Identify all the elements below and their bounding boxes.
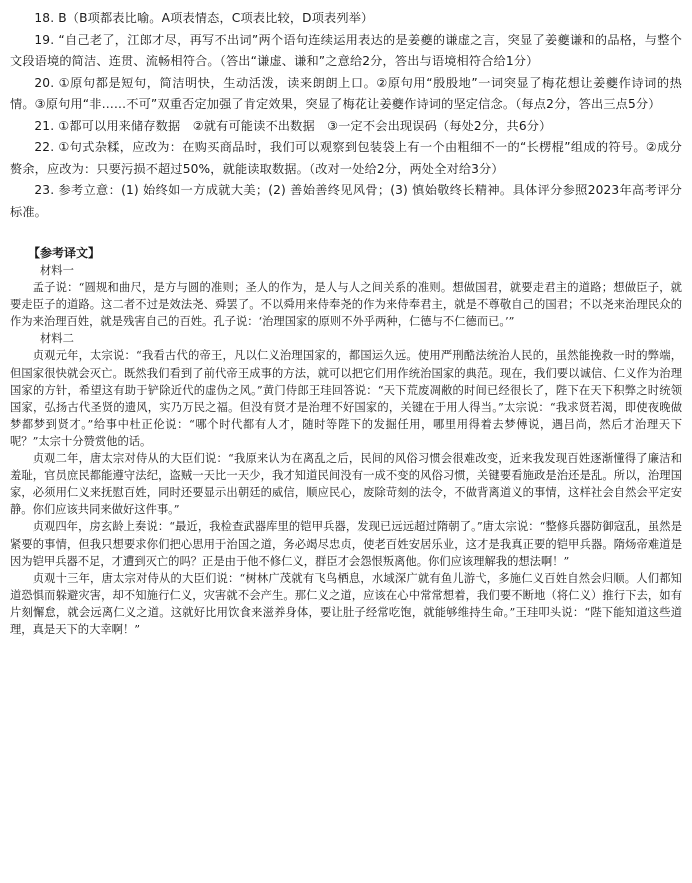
answer-22: 22. ①句式杂糅，应改为：在购买商品时，我们可以观察到包装袋上有一个由粗细不一的“长楞棍”组成的符号。②成分赘余，应改为：只要污损不超过50%，就能读取数据。（改对一处给2分，两处全对给3分） [10, 140, 682, 176]
answer-21: 21. ①都可以用来储存数据 ②就有可能读不出数据 ③一定不会出现误码（每处2分，共6分） [34, 118, 552, 133]
material-two-paragraph-4: 贞观十三年，唐太宗对侍从的大臣们说：“树林广茂就有飞鸟栖息，水域深广就有鱼儿游弋，多施仁义百姓自然会归顺。人们都知道恐惧而躲避灾害，却不知施行仁义，灾害就不会产生。那仁义之道，应该在心中常常想着，我们要不断地（将仁义）推行下去，如有片刻懈怠，就会远离仁义之道。这就好比用饮食来滋养身体，要让肚子经常吃饱，就能够维持生命。”王珪叩头说：“陛下能知道这些道理，真是天下的大幸啊！” [10, 571, 682, 636]
answer-section [10, 8, 682, 223]
material-two-paragraph-1: 贞观元年，太宗说：“我看古代的帝王，凡以仁义治理国家的，都国运久远。使用严刑酷法统治人民的，虽然能挽救一时的弊端，但国家很快就会灭亡。既然我们看到了前代帝王成事的方法，就可以把它们用作统治国家的典范。现在，我们要以诚信、仁义作为治理国家的方针，希望这有助于铲除近代的虚伪之风。”黄门侍郎王珪回答说：“天下荒废凋敝的时间已经很长了，陛下在天下积弊之时统领国家，弘扬古代圣贤的遗风，实乃万民之福。但没有贤才是治理不好国家的，关键在于用人得当。”太宗说：“我求贤若渴，即使夜晚做梦都梦到贤才。”给事中杜正伦说：“哪个时代都有人才，随时等陛下的发掘任用，哪里用得着去梦傅说，遇吕尚，然后才治理天下呢？”太宗十分赞赏他的话。 [10, 349, 683, 448]
answer-19: 19. “自己老了，江郎才尽，再写不出词”两个语句连续运用表达的是姜夔的谦虚之言，突显了姜夔谦和的品格，与整个文段语境的简洁、连贯、流畅相符合。（答出“谦虚、谦和”之意给2分，答出与语境相符合给1分） [10, 32, 682, 68]
answer-18: 18. B（B项都表比喻。A项表情态，C项表比较，D项表列举） [34, 11, 374, 25]
answer-20: 20. ①原句都是短句，简洁明快，生动活泼，读来朗朗上口。②原句用“殷殷地”一词突显了梅花想让姜夔作诗词的热情。③原句用“非……不可”双重否定加强了肯定效果，突显了梅花让姜夔作诗词的坚定信念。（每点2分，答出三点5分） [10, 75, 682, 111]
translation-heading: 【参考译文】 [28, 246, 101, 260]
translation-section [10, 245, 682, 638]
material-one-label: 材料一 [40, 264, 74, 277]
material-two-paragraph-3: 贞观四年，房玄龄上奏说：“最近，我检查武器库里的铠甲兵器，发现已远远超过隋朝了。”唐太宗说：“整修兵器防御寇乱，虽然是紧要的事情，但我只想要求你们把心思用于治国之道，务必竭尽忠贞，使老百姓安居乐业，这才是我真正要的铠甲兵器。隋炀帝难道是因为铠甲兵器不足，才遭到灭亡的吗？正是由于他不修仁义，群臣才会怨恨叛离他。你们应该理解我的想法啊！” [10, 520, 682, 568]
material-two-paragraph-2: 贞观二年，唐太宗对侍从的大臣们说：“我原来认为在离乱之后，民间的风俗习惯会很难改变，近来我发现百姓逐渐懂得了廉洁和羞耻，官员庶民都能遵守法纪，盗贼一天比一天少，我才知道民间没有一成不变的风俗习惯，关键要看施政是治还是乱。所以，治理国家，必须用仁义来抚慰百姓，同时还要显示出朝廷的威信，顺应民心，废除苛刻的法令，不做背离道义的事情，这样社会自然会平定安静。你们应该共同来做好这件事。” [10, 452, 683, 517]
section-spacer [10, 223, 682, 245]
material-one-paragraph: 孟子说：“圆规和曲尺，是方与圆的准则；圣人的作为，是人与人之间关系的准则。想做国君，就要走君主的道路；想做臣子，就要走臣子的道路。这二者不过是效法尧、舜罢了。不以舜用来侍奉尧的作为来侍奉君主，就是不尊敬自己的国君；不以尧来治理民众的作为来治理百姓，就是残害自己的百姓。孔子说：‘治理国家的原则不外乎两种，仁德与不仁德而已。’” [10, 281, 682, 329]
material-two-label: 材料二 [40, 332, 74, 346]
answer-23: 23. 参考立意：(1) 始终如一方成就大美；(2) 善始善终见风骨；(3) 慎始敬终长精神。具体评分参照2023年高考评分标准。 [10, 183, 682, 219]
